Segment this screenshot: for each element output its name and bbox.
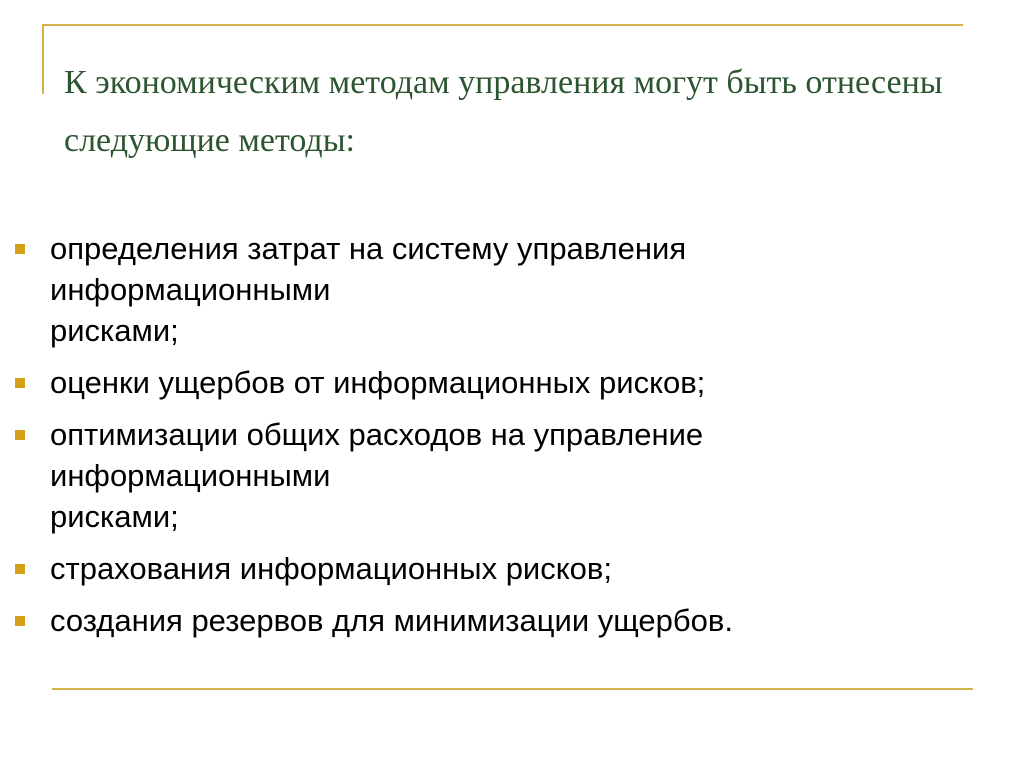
bullet-item <box>12 600 972 641</box>
bullet-list <box>12 228 972 652</box>
bullet-text-line: определения затрат на систему управления <box>50 231 687 266</box>
bullet-text-line: создания резервов для минимизации ущербов. <box>50 603 733 638</box>
bullet-item <box>12 414 972 537</box>
bullet-item <box>12 362 972 403</box>
square-bullet-icon <box>15 564 25 574</box>
square-bullet-icon <box>15 616 25 626</box>
bullet-text-line: информационными <box>50 458 331 493</box>
square-bullet-icon <box>15 430 25 440</box>
bullet-item <box>12 548 972 589</box>
bullet-text-line: информационными <box>50 272 331 307</box>
bullet-item <box>12 228 972 351</box>
bullet-text-line: рисками; <box>50 313 179 348</box>
frame-bottom-line <box>52 688 973 690</box>
square-bullet-icon <box>15 378 25 388</box>
bullet-text-line: рисками; <box>50 499 179 534</box>
frame-left-line <box>42 24 44 94</box>
bullet-text-line: страхования информационных рисков; <box>50 551 612 586</box>
square-bullet-icon <box>15 244 25 254</box>
frame-top-line <box>42 24 963 26</box>
bullet-text-line: оценки ущербов от информационных рисков; <box>50 365 706 400</box>
slide-title: К экономическим методам управления могут быть отнесены следующие методы: <box>64 64 943 159</box>
bullet-text-line: оптимизации общих расходов на управление <box>50 417 704 452</box>
